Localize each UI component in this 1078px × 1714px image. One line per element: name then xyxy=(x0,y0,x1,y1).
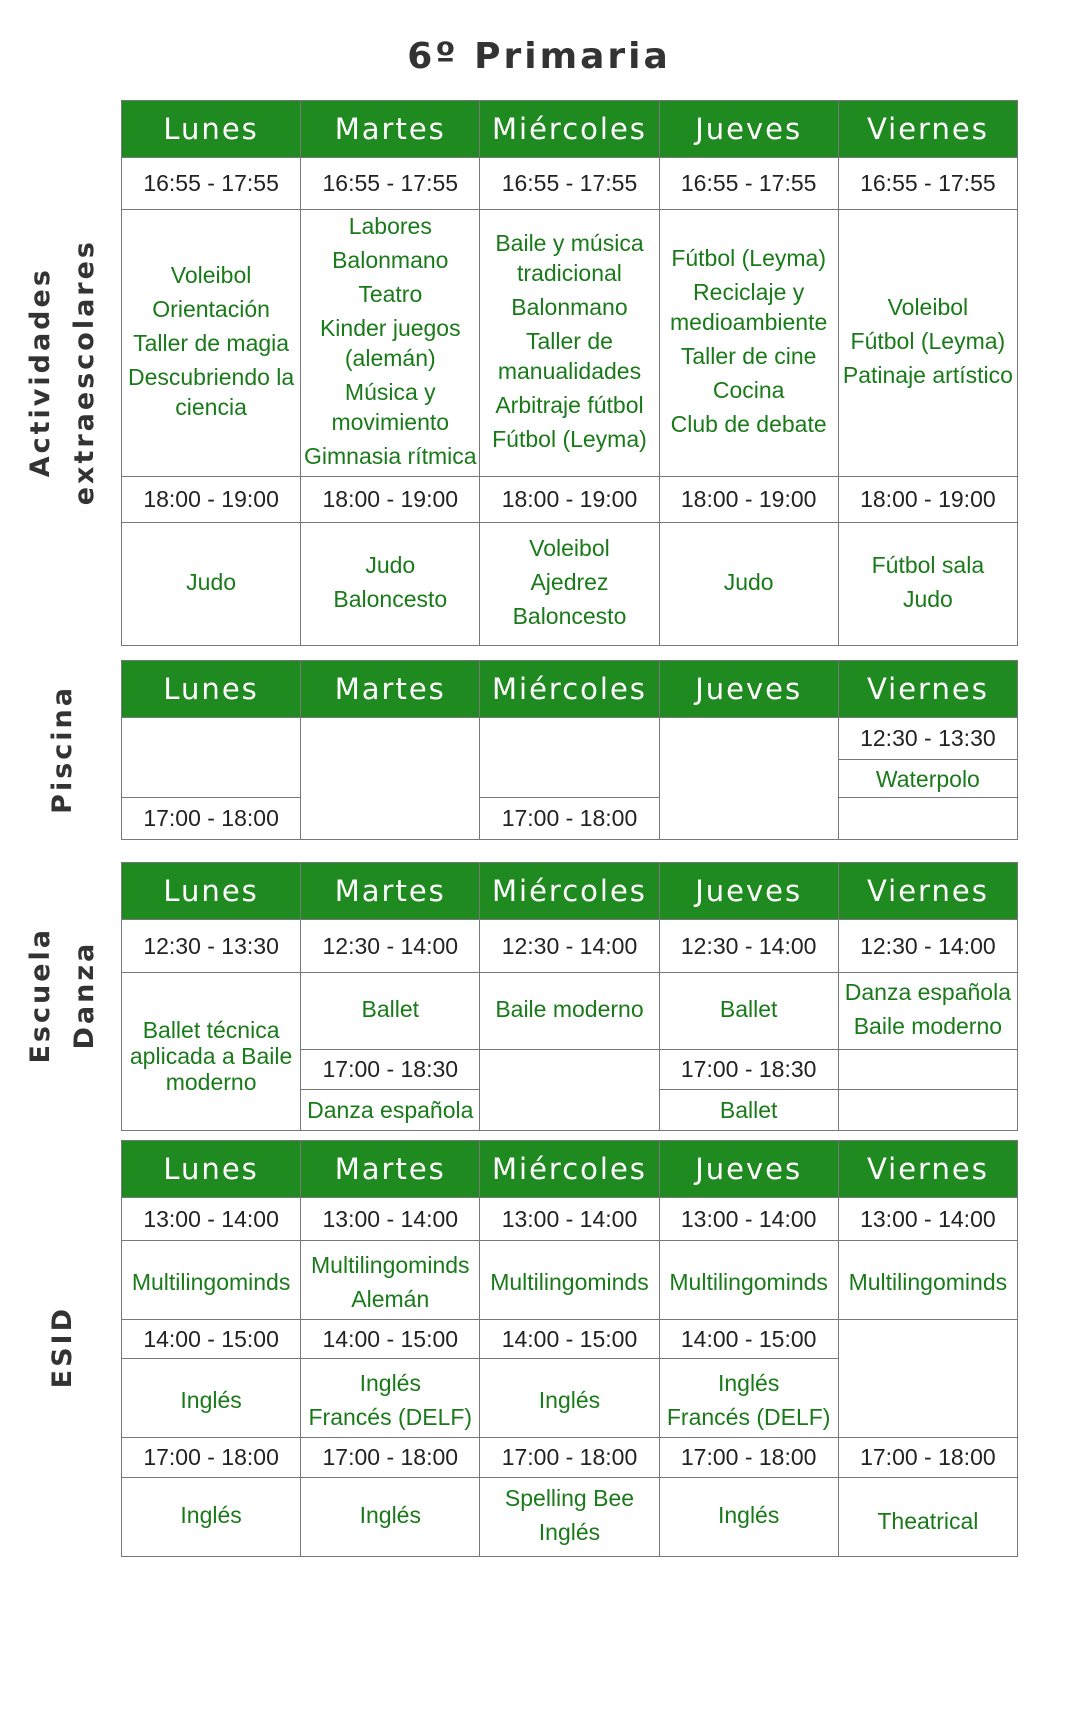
activity-cell xyxy=(301,210,480,477)
day-header-lunes: Lunes xyxy=(122,863,301,920)
empty-cell xyxy=(838,798,1017,840)
activity-name: Taller de cine xyxy=(680,343,817,369)
activity-name: Multilingominds xyxy=(311,1252,470,1278)
section-label-piscina xyxy=(36,660,90,838)
activity-name: Multilingominds xyxy=(669,1269,828,1295)
activity-name: Multilingominds xyxy=(848,1269,1008,1295)
activity-cell xyxy=(122,973,301,1131)
time-cell: 16:55 - 17:55 xyxy=(838,158,1017,210)
day-header-miercoles: Miércoles xyxy=(480,863,659,920)
time-cell: 12:30 - 14:00 xyxy=(480,920,659,973)
time-cell: 12:30 - 13:30 xyxy=(838,718,1017,760)
time-cell: 13:00 - 14:00 xyxy=(838,1198,1017,1241)
day-header-martes: Martes xyxy=(301,1141,480,1198)
time-cell: 17:00 - 18:00 xyxy=(838,1438,1017,1478)
empty-cell xyxy=(301,718,480,840)
activity-name: Ballet técnica aplicada a Baile moderno xyxy=(129,1016,293,1095)
activity-cell xyxy=(659,1478,838,1557)
time-cell: 13:00 - 14:00 xyxy=(301,1198,480,1241)
danza-table xyxy=(121,862,1018,1131)
empty-cell xyxy=(838,1320,1017,1438)
activity-name: Arbitraje fútbol xyxy=(495,392,644,418)
activity-name: Inglés xyxy=(538,1519,601,1545)
activity-cell xyxy=(838,210,1017,477)
activity-name: Theatrical xyxy=(877,1508,979,1534)
activity-name: Ajedrez xyxy=(530,569,609,595)
section-label-text: Escuela Danza xyxy=(25,927,100,1064)
activity-name: Alemán xyxy=(351,1286,430,1312)
activity-name: Balonmano xyxy=(332,247,449,273)
activity-name: Spelling Bee xyxy=(504,1485,635,1511)
time-cell: 17:00 - 18:30 xyxy=(659,1050,838,1090)
activity-name: Judo xyxy=(365,552,416,578)
activity-cell xyxy=(838,760,1017,798)
empty-cell xyxy=(480,1050,659,1131)
activity-name: Cocina xyxy=(712,377,785,403)
time-cell: 14:00 - 15:00 xyxy=(122,1320,301,1359)
activity-cell xyxy=(480,1478,659,1557)
empty-cell xyxy=(659,718,838,840)
activity-name: Waterpolo xyxy=(875,765,980,792)
activity-name: Descubriendo la ciencia xyxy=(127,364,295,420)
activity-name: Fútbol (Leyma) xyxy=(850,328,1006,354)
time-cell: 12:30 - 13:30 xyxy=(122,920,301,973)
activity-name: Danza española xyxy=(307,1097,474,1123)
day-header-martes: Martes xyxy=(301,661,480,718)
time-cell: 17:00 - 18:00 xyxy=(122,798,301,840)
activity-name: Judo xyxy=(186,569,237,595)
section-label-text: ESID xyxy=(47,1306,78,1389)
activity-cell xyxy=(301,1241,480,1320)
activity-name: Inglés xyxy=(717,1370,780,1396)
day-header-viernes: Viernes xyxy=(838,1141,1017,1198)
time-cell: 17:00 - 18:00 xyxy=(301,1438,480,1478)
activity-name: Baile y música tradicional xyxy=(495,230,644,286)
day-header-martes: Martes xyxy=(301,101,480,158)
activity-cell xyxy=(838,1241,1017,1320)
activity-cell xyxy=(838,523,1017,646)
time-cell: 13:00 - 14:00 xyxy=(122,1198,301,1241)
activity-name: Inglés xyxy=(717,1502,780,1528)
section-label-text: Actividades extraescolares xyxy=(25,238,100,506)
activity-cell xyxy=(838,1478,1017,1557)
activity-name: Ballet xyxy=(719,996,778,1022)
activity-name: Judo xyxy=(902,586,953,612)
activity-cell xyxy=(301,1090,480,1131)
time-cell: 16:55 - 17:55 xyxy=(480,158,659,210)
activity-name: Fútbol (Leyma) xyxy=(492,426,647,452)
time-cell: 18:00 - 19:00 xyxy=(659,477,838,523)
time-cell: 18:00 - 19:00 xyxy=(838,477,1017,523)
activity-name: Música y movimiento xyxy=(331,379,450,435)
activity-name: Inglés xyxy=(359,1502,421,1528)
activity-name: Club de debate xyxy=(670,411,827,437)
activity-cell xyxy=(301,973,480,1050)
activity-cell xyxy=(122,1478,301,1557)
day-header-martes: Martes xyxy=(301,863,480,920)
time-cell: 17:00 - 18:00 xyxy=(480,798,659,840)
activity-name: Baloncesto xyxy=(512,603,627,629)
activity-name: Inglés xyxy=(359,1370,421,1396)
activity-name: Voleibol xyxy=(170,262,252,288)
activity-cell xyxy=(301,1359,480,1438)
time-cell: 18:00 - 19:00 xyxy=(480,477,659,523)
activity-cell xyxy=(301,523,480,646)
activity-name: Ballet xyxy=(719,1097,778,1123)
activity-name: Voleibol xyxy=(529,535,610,561)
piscina-table xyxy=(121,660,1018,840)
activity-name: Inglés xyxy=(180,1387,242,1413)
time-cell: 14:00 - 15:00 xyxy=(659,1320,838,1359)
activity-name: Orientación xyxy=(152,296,270,322)
activity-cell xyxy=(480,523,659,646)
day-header-lunes: Lunes xyxy=(122,661,301,718)
activity-name: Teatro xyxy=(358,281,423,307)
time-cell: 13:00 - 14:00 xyxy=(659,1198,838,1241)
activity-cell xyxy=(480,973,659,1050)
activity-name: Francés (DELF) xyxy=(666,1404,831,1430)
activity-cell xyxy=(659,210,838,477)
time-cell: 18:00 - 19:00 xyxy=(122,477,301,523)
activity-name: Taller de manualidades xyxy=(497,328,642,384)
actividades-table xyxy=(121,100,1018,646)
time-cell: 17:00 - 18:00 xyxy=(480,1438,659,1478)
activity-name: Inglés xyxy=(538,1387,601,1413)
day-header-jueves: Jueves xyxy=(659,661,838,718)
day-header-jueves: Jueves xyxy=(659,101,838,158)
activity-name: Danza española xyxy=(844,979,1011,1005)
time-cell: 16:55 - 17:55 xyxy=(659,158,838,210)
empty-cell xyxy=(480,718,659,798)
activity-cell xyxy=(838,973,1017,1050)
page-title: 6º Primaria xyxy=(407,36,671,77)
section-label-esid xyxy=(36,1140,90,1555)
section-label-danza xyxy=(25,862,100,1129)
empty-cell xyxy=(838,1090,1017,1131)
activity-name: Francés (DELF) xyxy=(308,1404,473,1430)
activity-cell xyxy=(480,1359,659,1438)
day-header-viernes: Viernes xyxy=(838,101,1017,158)
section-label-actividades xyxy=(25,100,100,644)
day-header-miercoles: Miércoles xyxy=(480,661,659,718)
time-cell: 12:30 - 14:00 xyxy=(659,920,838,973)
activity-cell xyxy=(659,1241,838,1320)
activity-name: Fútbol sala xyxy=(871,552,985,578)
activity-name: Voleibol xyxy=(887,294,969,320)
empty-cell xyxy=(122,718,301,798)
activity-name: Taller de magia xyxy=(133,330,290,356)
activity-name: Multilingominds xyxy=(131,1269,291,1295)
activity-name: Ballet xyxy=(361,996,420,1022)
time-cell: 18:00 - 19:00 xyxy=(301,477,480,523)
esid-table xyxy=(121,1140,1018,1557)
activity-name: Inglés xyxy=(180,1502,242,1528)
day-header-miercoles: Miércoles xyxy=(480,101,659,158)
activity-cell xyxy=(659,523,838,646)
day-header-viernes: Viernes xyxy=(838,863,1017,920)
activity-cell xyxy=(122,523,301,646)
activity-cell xyxy=(122,210,301,477)
time-cell: 16:55 - 17:55 xyxy=(301,158,480,210)
activity-name: Fútbol (Leyma) xyxy=(671,245,826,271)
day-header-jueves: Jueves xyxy=(659,863,838,920)
activity-name: Baile moderno xyxy=(853,1013,1003,1039)
time-cell: 14:00 - 15:00 xyxy=(301,1320,480,1359)
activity-name: Patinaje artístico xyxy=(842,362,1013,388)
time-cell: 17:00 - 18:00 xyxy=(122,1438,301,1478)
time-cell: 13:00 - 14:00 xyxy=(480,1198,659,1241)
empty-cell xyxy=(838,1050,1017,1090)
time-cell: 14:00 - 15:00 xyxy=(480,1320,659,1359)
time-cell: 17:00 - 18:00 xyxy=(659,1438,838,1478)
time-cell: 17:00 - 18:30 xyxy=(301,1050,480,1090)
activity-cell xyxy=(480,1241,659,1320)
time-cell: 16:55 - 17:55 xyxy=(122,158,301,210)
activity-name: Judo xyxy=(723,569,774,595)
activity-name: Baloncesto xyxy=(333,586,448,612)
section-label-text: Piscina xyxy=(47,684,78,814)
activity-cell xyxy=(659,1090,838,1131)
day-header-viernes: Viernes xyxy=(838,661,1017,718)
activity-name: Balonmano xyxy=(511,294,628,320)
activity-name: Labores xyxy=(348,213,432,239)
activity-cell xyxy=(122,1241,301,1320)
activity-cell xyxy=(659,973,838,1050)
activity-name: Gimnasia rítmica xyxy=(304,443,477,469)
day-header-jueves: Jueves xyxy=(659,1141,838,1198)
activity-name: Multilingominds xyxy=(490,1269,649,1295)
activity-name: Reciclaje y medioambiente xyxy=(670,279,828,335)
day-header-lunes: Lunes xyxy=(122,1141,301,1198)
time-cell: 12:30 - 14:00 xyxy=(301,920,480,973)
activity-name: Baile moderno xyxy=(495,996,644,1022)
activity-cell xyxy=(301,1478,480,1557)
day-header-miercoles: Miércoles xyxy=(480,1141,659,1198)
activity-cell xyxy=(122,1359,301,1438)
activity-name: Kinder juegos (alemán) xyxy=(319,315,461,371)
activity-cell xyxy=(480,210,659,477)
day-header-lunes: Lunes xyxy=(122,101,301,158)
activity-cell xyxy=(659,1359,838,1438)
time-cell: 12:30 - 14:00 xyxy=(838,920,1017,973)
